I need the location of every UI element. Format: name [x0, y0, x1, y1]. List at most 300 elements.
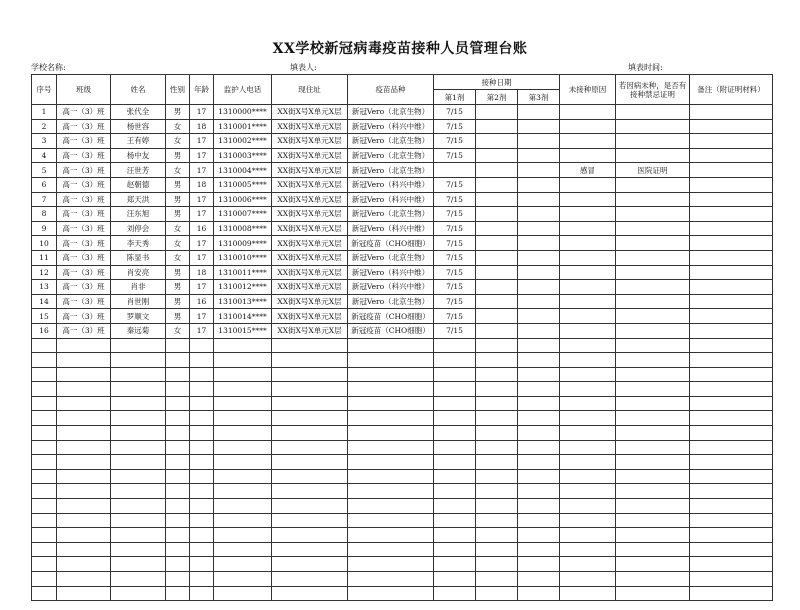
cell-gender [166, 469, 190, 484]
cell-seq [32, 440, 57, 455]
cell-gender: 男 [166, 294, 190, 309]
cell-vaccine: 新冠Vero（科兴中维） [348, 221, 434, 236]
cell-address: XX街X号X单元X层 [272, 309, 348, 324]
cell-dose-3 [518, 528, 560, 543]
cell-address [272, 513, 348, 528]
cell-name: 汪东旭 [111, 207, 166, 222]
cell-name [111, 572, 166, 587]
cell-guardian-phone [214, 353, 272, 368]
cell-remark [690, 455, 773, 470]
cell-dose-2 [476, 207, 518, 222]
cell-dose-3 [518, 119, 560, 134]
header-class: 班级 [57, 75, 111, 105]
cell-age [190, 367, 214, 382]
cell-dose-3 [518, 177, 560, 192]
cell-contraindication-proof [616, 294, 690, 309]
cell-name: 罗顺文 [111, 309, 166, 324]
cell-name [111, 440, 166, 455]
cell-name [111, 542, 166, 557]
header-name: 姓名 [111, 75, 166, 105]
ledger-body [32, 105, 773, 601]
cell-address [272, 426, 348, 441]
cell-class [57, 586, 111, 601]
cell-not-vaccinated-reason [560, 236, 616, 251]
table-row [32, 557, 773, 572]
cell-dose-1 [434, 557, 476, 572]
cell-vaccine: 新冠疫苗（CHO细胞） [348, 309, 434, 324]
cell-seq: 3 [32, 134, 57, 149]
cell-dose-3 [518, 338, 560, 353]
cell-age: 17 [190, 250, 214, 265]
cell-age [190, 455, 214, 470]
cell-dose-2 [476, 426, 518, 441]
cell-remark [690, 382, 773, 397]
cell-age [190, 396, 214, 411]
cell-dose-3 [518, 192, 560, 207]
cell-contraindication-proof [616, 134, 690, 149]
cell-dose-3 [518, 586, 560, 601]
school-name-label: 学校名称: [31, 63, 66, 72]
cell-vaccine [348, 572, 434, 587]
cell-seq: 15 [32, 309, 57, 324]
cell-dose-1 [434, 542, 476, 557]
cell-contraindication-proof [616, 119, 690, 134]
cell-not-vaccinated-reason [560, 119, 616, 134]
cell-vaccine: 新冠Vero（北京生物） [348, 148, 434, 163]
cell-gender: 男 [166, 265, 190, 280]
cell-class: 高一（3）班 [57, 177, 111, 192]
table-row [32, 455, 773, 470]
cell-contraindication-proof [616, 309, 690, 324]
cell-gender [166, 367, 190, 382]
cell-age: 17 [190, 309, 214, 324]
cell-name: 杨中友 [111, 148, 166, 163]
cell-dose-2 [476, 236, 518, 251]
cell-guardian-phone [214, 440, 272, 455]
cell-dose-1: 7/15 [434, 265, 476, 280]
cell-guardian-phone [214, 484, 272, 499]
cell-dose-3 [518, 557, 560, 572]
cell-dose-3 [518, 323, 560, 338]
cell-gender [166, 513, 190, 528]
cell-class: 高一（3）班 [57, 309, 111, 324]
cell-seq [32, 586, 57, 601]
cell-guardian-phone [214, 426, 272, 441]
cell-vaccine: 新冠Vero（北京生物） [348, 163, 434, 178]
cell-vaccine [348, 528, 434, 543]
cell-remark [690, 396, 773, 411]
cell-contraindication-proof [616, 221, 690, 236]
cell-remark [690, 528, 773, 543]
cell-address: XX街X号X单元X层 [272, 294, 348, 309]
cell-contraindication-proof [616, 236, 690, 251]
cell-guardian-phone: 1310001**** [214, 119, 272, 134]
header-contraindication-proof: 若因病未种，是否有接种禁忌证明 [616, 75, 690, 105]
cell-dose-3 [518, 499, 560, 514]
cell-dose-1: 7/15 [434, 309, 476, 324]
cell-seq: 4 [32, 148, 57, 163]
cell-address: XX街X号X单元X层 [272, 119, 348, 134]
cell-dose-3 [518, 163, 560, 178]
cell-remark [690, 513, 773, 528]
cell-address: XX街X号X单元X层 [272, 265, 348, 280]
cell-name: 肖世刚 [111, 294, 166, 309]
cell-age: 18 [190, 265, 214, 280]
cell-age [190, 513, 214, 528]
cell-dose-1: 7/15 [434, 236, 476, 251]
cell-dose-2 [476, 177, 518, 192]
cell-dose-2 [476, 323, 518, 338]
cell-not-vaccinated-reason [560, 528, 616, 543]
cell-not-vaccinated-reason [560, 396, 616, 411]
cell-name: 张代全 [111, 105, 166, 120]
cell-remark [690, 426, 773, 441]
cell-guardian-phone: 1310000**** [214, 105, 272, 120]
cell-dose-1: 7/15 [434, 148, 476, 163]
cell-guardian-phone: 1310015**** [214, 323, 272, 338]
cell-dose-2 [476, 367, 518, 382]
cell-not-vaccinated-reason [560, 499, 616, 514]
cell-guardian-phone: 1310008**** [214, 221, 272, 236]
cell-vaccine [348, 484, 434, 499]
cell-age: 18 [190, 177, 214, 192]
header-dose-2: 第2剂 [476, 90, 518, 105]
header-age: 年龄 [190, 75, 214, 105]
cell-age [190, 557, 214, 572]
cell-vaccine [348, 557, 434, 572]
cell-age [190, 528, 214, 543]
cell-not-vaccinated-reason [560, 586, 616, 601]
cell-guardian-phone: 1310007**** [214, 207, 272, 222]
cell-gender [166, 382, 190, 397]
cell-seq [32, 513, 57, 528]
document-title: XX学校新冠病毒疫苗接种人员管理台账 [272, 41, 528, 57]
cell-dose-1: 7/15 [434, 134, 476, 149]
cell-dose-1: 7/15 [434, 280, 476, 295]
cell-gender: 男 [166, 148, 190, 163]
cell-seq [32, 367, 57, 382]
cell-dose-1: 7/15 [434, 119, 476, 134]
table-row [32, 148, 773, 163]
cell-dose-2 [476, 163, 518, 178]
cell-remark [690, 119, 773, 134]
cell-age: 17 [190, 280, 214, 295]
cell-guardian-phone [214, 469, 272, 484]
cell-class [57, 528, 111, 543]
cell-dose-3 [518, 396, 560, 411]
vaccination-ledger-table [31, 74, 773, 601]
cell-age [190, 572, 214, 587]
cell-guardian-phone [214, 499, 272, 514]
cell-seq [32, 455, 57, 470]
cell-guardian-phone: 1310002**** [214, 134, 272, 149]
table-row [32, 309, 773, 324]
cell-age [190, 440, 214, 455]
cell-contraindication-proof [616, 499, 690, 514]
cell-not-vaccinated-reason [560, 265, 616, 280]
cell-dose-1 [434, 528, 476, 543]
cell-address [272, 367, 348, 382]
cell-name [111, 382, 166, 397]
cell-age: 16 [190, 221, 214, 236]
cell-dose-2 [476, 309, 518, 324]
cell-address: XX街X号X单元X层 [272, 221, 348, 236]
cell-dose-1 [434, 572, 476, 587]
cell-remark [690, 323, 773, 338]
cell-seq [32, 469, 57, 484]
cell-dose-1 [434, 499, 476, 514]
cell-dose-1 [434, 455, 476, 470]
cell-gender: 男 [166, 309, 190, 324]
cell-remark [690, 586, 773, 601]
cell-gender [166, 411, 190, 426]
cell-remark [690, 221, 773, 236]
cell-class: 高一（3）班 [57, 280, 111, 295]
cell-vaccine: 新冠Vero（北京生物） [348, 250, 434, 265]
cell-name: 刘停会 [111, 221, 166, 236]
cell-guardian-phone [214, 586, 272, 601]
cell-name: 郑天洪 [111, 192, 166, 207]
cell-not-vaccinated-reason [560, 353, 616, 368]
cell-seq: 10 [32, 236, 57, 251]
table-row [32, 572, 773, 587]
cell-contraindication-proof [616, 411, 690, 426]
cell-seq: 1 [32, 105, 57, 120]
cell-dose-2 [476, 586, 518, 601]
cell-dose-2 [476, 542, 518, 557]
table-row [32, 513, 773, 528]
cell-dose-3 [518, 440, 560, 455]
cell-remark [690, 134, 773, 149]
cell-address [272, 411, 348, 426]
cell-gender [166, 396, 190, 411]
cell-address: XX街X号X单元X层 [272, 134, 348, 149]
cell-dose-1 [434, 396, 476, 411]
cell-dose-1: 7/15 [434, 207, 476, 222]
cell-age: 16 [190, 294, 214, 309]
cell-dose-1: 7/15 [434, 105, 476, 120]
cell-age: 17 [190, 148, 214, 163]
cell-remark [690, 542, 773, 557]
cell-dose-2 [476, 105, 518, 120]
cell-guardian-phone: 1310003**** [214, 148, 272, 163]
cell-class: 高一（3）班 [57, 265, 111, 280]
table-row [32, 426, 773, 441]
cell-remark [690, 411, 773, 426]
cell-address [272, 499, 348, 514]
cell-dose-2 [476, 440, 518, 455]
cell-contraindication-proof [616, 280, 690, 295]
cell-guardian-phone: 1310013**** [214, 294, 272, 309]
cell-gender: 女 [166, 250, 190, 265]
cell-not-vaccinated-reason [560, 542, 616, 557]
cell-seq [32, 542, 57, 557]
cell-name [111, 586, 166, 601]
cell-name [111, 411, 166, 426]
cell-dose-2 [476, 148, 518, 163]
cell-age: 18 [190, 119, 214, 134]
cell-dose-1: 7/15 [434, 221, 476, 236]
cell-dose-2 [476, 265, 518, 280]
cell-name [111, 469, 166, 484]
cell-vaccine [348, 382, 434, 397]
cell-gender [166, 426, 190, 441]
cell-vaccine: 新冠Vero（北京生物） [348, 105, 434, 120]
cell-class [57, 440, 111, 455]
table-row [32, 542, 773, 557]
cell-seq: 13 [32, 280, 57, 295]
header-remark: 备注（附证明材料） [690, 75, 773, 105]
cell-vaccine: 新冠Vero（北京生物） [348, 207, 434, 222]
cell-vaccine [348, 396, 434, 411]
table-row [32, 192, 773, 207]
cell-age: 17 [190, 323, 214, 338]
cell-name [111, 528, 166, 543]
cell-remark [690, 177, 773, 192]
cell-vaccine [348, 455, 434, 470]
cell-dose-2 [476, 572, 518, 587]
cell-address: XX街X号X单元X层 [272, 192, 348, 207]
table-row [32, 469, 773, 484]
cell-not-vaccinated-reason [560, 338, 616, 353]
cell-dose-2 [476, 499, 518, 514]
cell-address: XX街X号X单元X层 [272, 177, 348, 192]
cell-vaccine: 新冠Vero（科兴中维） [348, 119, 434, 134]
cell-not-vaccinated-reason [560, 323, 616, 338]
cell-class: 高一（3）班 [57, 250, 111, 265]
cell-dose-2 [476, 484, 518, 499]
cell-guardian-phone: 1310004**** [214, 163, 272, 178]
table-row [32, 163, 773, 178]
cell-gender [166, 528, 190, 543]
cell-guardian-phone [214, 338, 272, 353]
header-vaccine: 疫苗品种 [348, 75, 434, 105]
table-row [32, 499, 773, 514]
cell-gender: 女 [166, 236, 190, 251]
cell-dose-3 [518, 148, 560, 163]
cell-address [272, 484, 348, 499]
filler-label: 填表人: [290, 63, 317, 72]
cell-not-vaccinated-reason: 感冒 [560, 163, 616, 178]
table-row [32, 280, 773, 295]
cell-dose-1: 7/15 [434, 177, 476, 192]
cell-gender [166, 542, 190, 557]
cell-vaccine [348, 426, 434, 441]
cell-age: 17 [190, 236, 214, 251]
cell-not-vaccinated-reason [560, 411, 616, 426]
cell-class: 高一（3）班 [57, 119, 111, 134]
cell-remark [690, 309, 773, 324]
cell-age [190, 426, 214, 441]
cell-age: 17 [190, 105, 214, 120]
cell-name: 赵朝德 [111, 177, 166, 192]
cell-vaccine: 新冠Vero（科兴中维） [348, 265, 434, 280]
cell-address: XX街X号X单元X层 [272, 280, 348, 295]
table-row [32, 411, 773, 426]
cell-remark [690, 105, 773, 120]
cell-vaccine: 新冠疫苗（CHO细胞） [348, 323, 434, 338]
cell-dose-1 [434, 353, 476, 368]
cell-contraindication-proof [616, 338, 690, 353]
table-row [32, 221, 773, 236]
cell-seq: 7 [32, 192, 57, 207]
table-row [32, 265, 773, 280]
cell-contraindication-proof [616, 528, 690, 543]
cell-guardian-phone: 1310011**** [214, 265, 272, 280]
cell-vaccine: 新冠Vero（北京生物） [348, 134, 434, 149]
cell-not-vaccinated-reason [560, 250, 616, 265]
cell-dose-1 [434, 382, 476, 397]
cell-dose-2 [476, 134, 518, 149]
cell-gender: 男 [166, 207, 190, 222]
cell-remark [690, 572, 773, 587]
cell-dose-3 [518, 455, 560, 470]
cell-dose-3 [518, 542, 560, 557]
cell-name [111, 499, 166, 514]
cell-name [111, 338, 166, 353]
cell-dose-3 [518, 105, 560, 120]
cell-address [272, 440, 348, 455]
cell-contraindication-proof [616, 105, 690, 120]
cell-dose-2 [476, 294, 518, 309]
cell-name [111, 484, 166, 499]
cell-dose-3 [518, 265, 560, 280]
cell-seq: 11 [32, 250, 57, 265]
cell-vaccine [348, 586, 434, 601]
table-row [32, 119, 773, 134]
cell-class: 高一（3）班 [57, 192, 111, 207]
table-row [32, 207, 773, 222]
cell-dose-2 [476, 192, 518, 207]
cell-guardian-phone: 1310012**** [214, 280, 272, 295]
cell-name: 李天秀 [111, 236, 166, 251]
cell-address [272, 382, 348, 397]
cell-gender [166, 557, 190, 572]
cell-age [190, 382, 214, 397]
cell-remark [690, 353, 773, 368]
cell-remark [690, 499, 773, 514]
cell-dose-3 [518, 280, 560, 295]
cell-dose-3 [518, 469, 560, 484]
cell-class [57, 338, 111, 353]
cell-not-vaccinated-reason [560, 294, 616, 309]
cell-gender: 女 [166, 221, 190, 236]
cell-address: XX街X号X单元X层 [272, 323, 348, 338]
cell-class: 高一（3）班 [57, 323, 111, 338]
cell-address: XX街X号X单元X层 [272, 236, 348, 251]
cell-class [57, 469, 111, 484]
cell-seq [32, 484, 57, 499]
cell-class: 高一（3）班 [57, 105, 111, 120]
cell-not-vaccinated-reason [560, 557, 616, 572]
cell-seq [32, 426, 57, 441]
cell-address [272, 469, 348, 484]
cell-vaccine [348, 513, 434, 528]
cell-contraindication-proof [616, 542, 690, 557]
cell-gender: 女 [166, 119, 190, 134]
cell-dose-1 [434, 513, 476, 528]
cell-seq [32, 572, 57, 587]
cell-dose-3 [518, 250, 560, 265]
cell-dose-2 [476, 513, 518, 528]
cell-not-vaccinated-reason [560, 513, 616, 528]
cell-remark [690, 280, 773, 295]
cell-gender [166, 440, 190, 455]
cell-address [272, 528, 348, 543]
cell-remark [690, 440, 773, 455]
cell-age [190, 469, 214, 484]
cell-dose-2 [476, 557, 518, 572]
